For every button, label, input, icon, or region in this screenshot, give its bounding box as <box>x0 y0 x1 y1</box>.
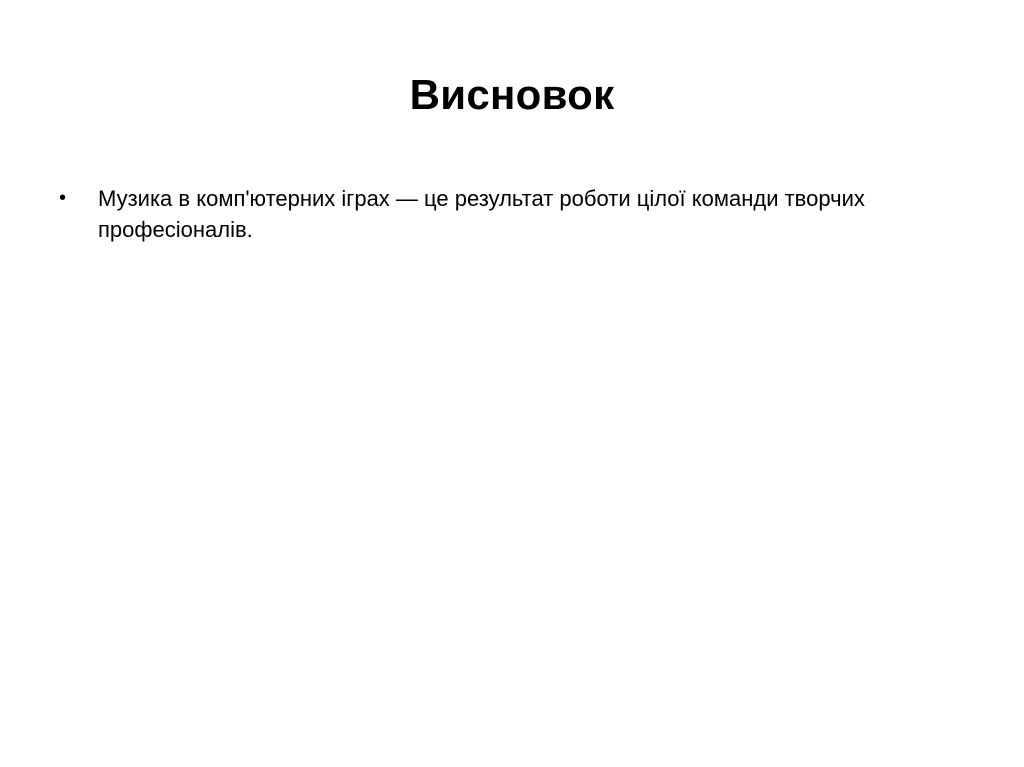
bullet-list <box>55 183 955 245</box>
slide-title: Висновок <box>409 71 615 118</box>
bullet-text: Музика в комп'ютерних іграх — це результат роботи цілої команди творчих професіоналів. <box>98 186 865 242</box>
bullet-item <box>55 183 955 245</box>
bullet-dot-icon: • <box>59 187 67 209</box>
